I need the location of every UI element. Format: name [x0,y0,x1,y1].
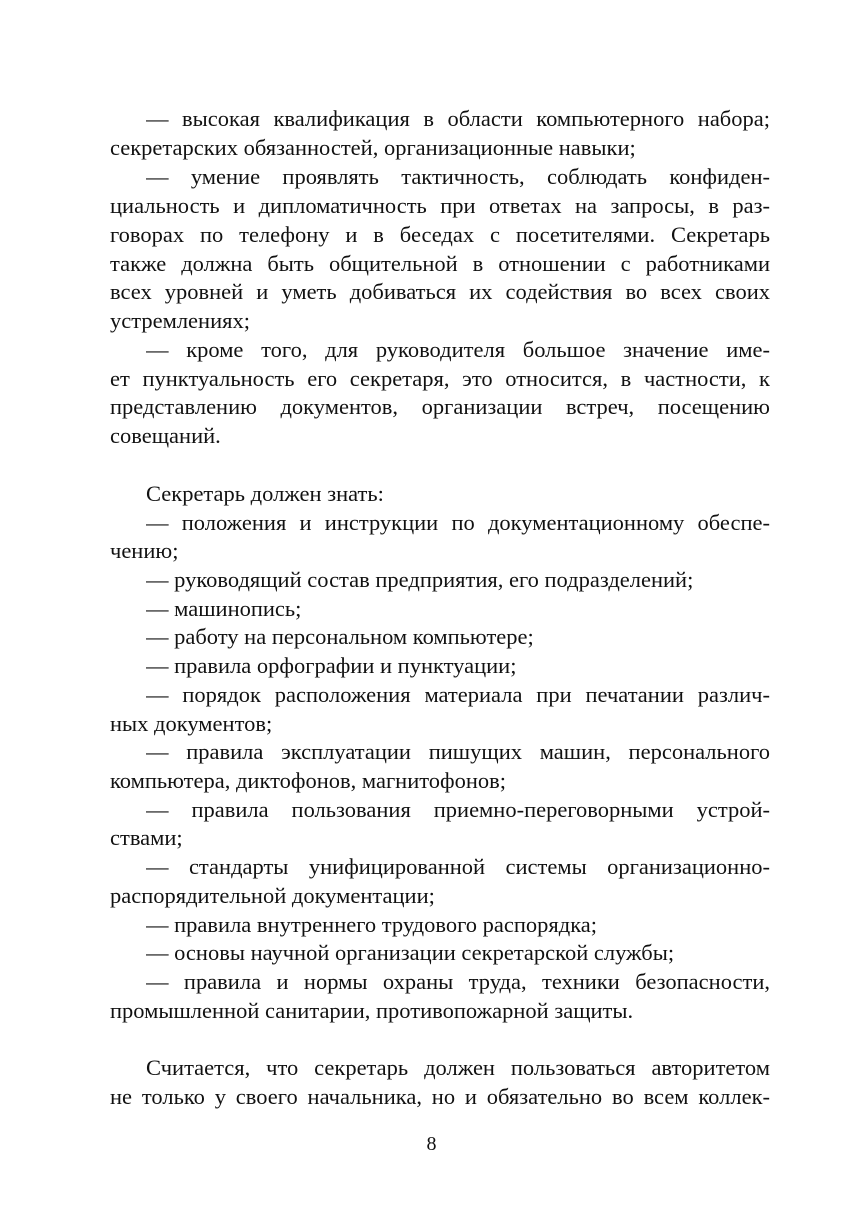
text-line: ствами; [110,825,183,850]
text-line: распорядительной документации; [110,883,435,908]
text-line: представлению документов, организации встреч, посещению [110,394,770,419]
text-line: — положения и инструкции по документационному обеспе- [146,510,770,535]
text-line: — порядок расположения материала при печатании различ- [146,682,770,707]
section-heading: Секретарь должен знать: [146,481,384,506]
text-line: всех уровней и уметь добиваться их содействия во всех своих [110,279,770,304]
text-line: — кроме того, для руководителя большое значение име- [146,337,770,362]
text-line: также должна быть общительной в отношении с работниками [110,251,770,276]
text-line: совещаний. [110,423,221,448]
text-line: — стандарты унифицированной системы организационно- [146,854,770,879]
text-line: — машинопись; [146,596,302,621]
text-line: — правила орфографии и пунктуации; [146,653,517,678]
text-line: циальность и дипломатичность при ответах на запросы, в раз- [110,193,770,218]
text-line: не только у своего начальника, но и обязательно во всем коллек- [110,1084,770,1109]
text-line: чению; [110,538,179,563]
text-line: устремлениях; [110,308,250,333]
text-line: — правила пользования приемно-переговорными устрой- [146,797,770,822]
page-number: 8 [426,1133,437,1155]
text-line: — правила и нормы охраны труда, техники безопасности, [146,969,770,994]
text-line: компьютера, диктофонов, магнитофонов; [110,768,507,793]
text-line: Считается, что секретарь должен пользоваться авторитетом [146,1055,770,1080]
text-line: — основы научной организации секретарской службы; [146,940,675,965]
text-line: ных документов; [110,711,273,736]
text-line: — высокая квалификация в области компьютерного набора; [146,106,770,131]
text-line: секретарских обязанностей, организационные навыки; [110,135,636,160]
text-line: говорах по телефону и в беседах с посетителями. Секретарь [110,222,770,247]
text-line: — правила эксплуатации пишущих машин, персонального [146,739,770,764]
text-line: — руководящий состав предприятия, его подразделений; [146,567,694,592]
text-line: промышленной санитарии, противопожарной защиты. [110,998,634,1023]
text-line: — правила внутреннего трудового распорядка; [146,912,598,937]
text-line: ет пунктуальность его секретаря, это относится, в частности, к [110,366,770,391]
text-line: — работу на персональном компьютере; [146,624,534,649]
text-line: — умение проявлять тактичность, соблюдать конфиден- [146,164,770,189]
